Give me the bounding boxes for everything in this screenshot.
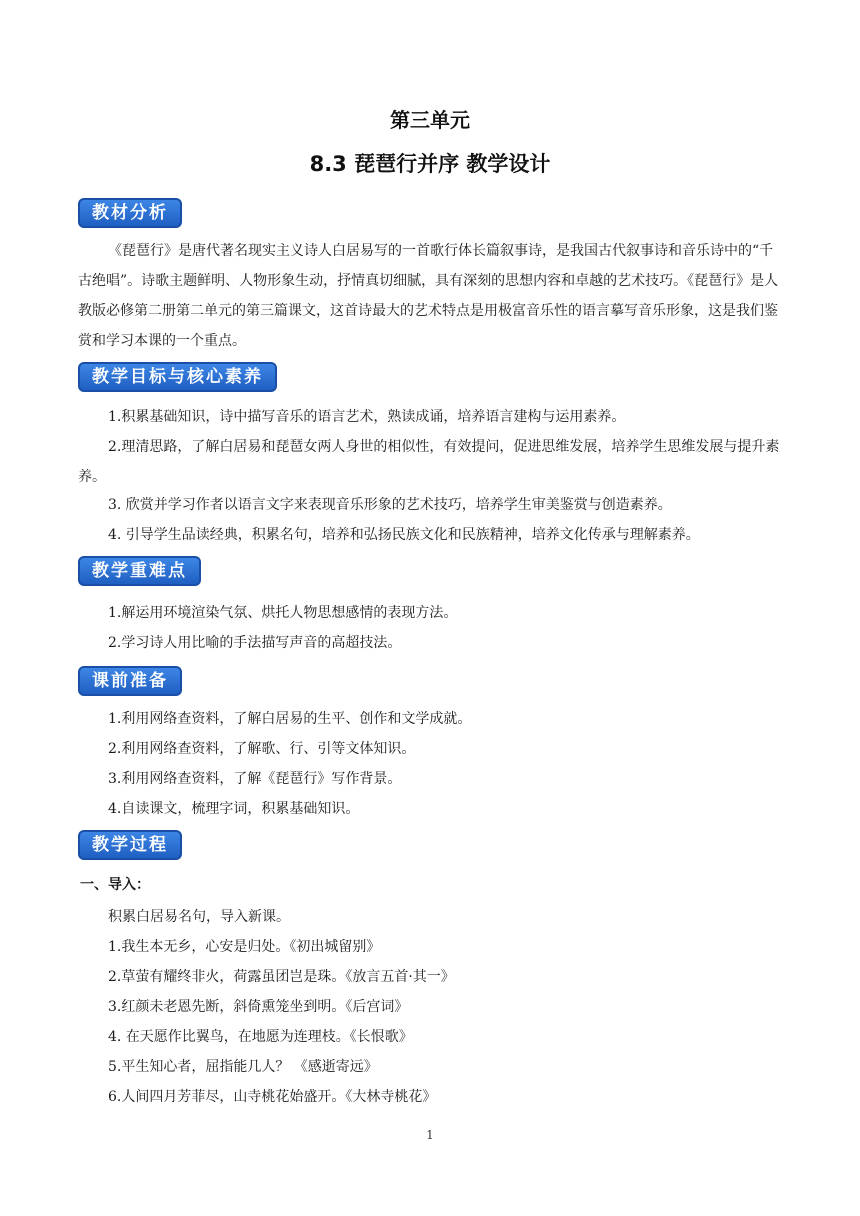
goal-item: 4. 引导学生品读经典，积累名句，培养和弘扬民族文化和民族精神，培养文化传承与理解素养。 bbox=[108, 527, 700, 543]
section-badge-goals: 教学目标与核心素养 bbox=[78, 362, 277, 392]
section-badge-difficulties: 教学重难点 bbox=[78, 556, 201, 586]
quote-item: 2.草萤有耀终非火，荷露虽团岂是珠。《放言五首·其一》 bbox=[108, 969, 455, 985]
section-badge-process: 教学过程 bbox=[78, 830, 182, 860]
quote-item: 4. 在天愿作比翼鸟，在地愿为连理枝。《长恨歌》 bbox=[108, 1029, 413, 1045]
quote-item: 6.人间四月芳菲尽，山寺桃花始盛开。《大林寺桃花》 bbox=[108, 1089, 437, 1105]
quote-item: 5.平生知心者，屈指能几人？ 《感逝寄远》 bbox=[108, 1059, 378, 1075]
process-sub-heading: 一、导入： bbox=[80, 877, 150, 893]
analysis-paragraph: 《琵琶行》是唐代著名现实主义诗人白居易写的一首歌行体长篇叙事诗，是我国古代叙事诗和音乐诗中的“千古绝唱”。诗歌主题鲜明、人物形象生动，抒情真切细腻，具有深刻的思想内容和卓越的艺术技巧。《琵琶行》是人教版必修第二册第二单元的第三篇课文，这首诗最大的艺术特点是用极富音乐性的语言摹写音乐形象，这是我们鉴赏和学习本课的一个重点。 bbox=[78, 243, 779, 349]
page-number: 1 bbox=[426, 1128, 434, 1142]
process-intro: 积累白居易名句，导入新课。 bbox=[108, 909, 290, 925]
difficulty-item: 2.学习诗人用比喻的手法描写声音的高超技法。 bbox=[108, 635, 402, 651]
quote-item: 3.红颜未老恩先断，斜倚熏笼坐到明。《后宫词》 bbox=[108, 999, 409, 1015]
goal-item: 2.理清思路，了解白居易和琵琶女两人身世的相似性，有效提问，促进思维发展，培养学生思维发展与提升素养。 bbox=[78, 439, 780, 485]
preparation-item: 1.利用网络查资料，了解白居易的生平、创作和文学成就。 bbox=[108, 711, 472, 727]
preparation-item: 2.利用网络查资料，了解歌、行、引等文体知识。 bbox=[108, 741, 416, 757]
preparation-item: 4.自读课文，梳理字词，积累基础知识。 bbox=[108, 801, 360, 817]
goal-item: 3. 欣赏并学习作者以语言文字来表现音乐形象的艺术技巧，培养学生审美鉴赏与创造素养。 bbox=[108, 497, 672, 513]
lesson-title: 8.3 琵琶行并序 教学设计 bbox=[309, 152, 551, 176]
difficulty-item: 1.解运用环境渲染气氛、烘托人物思想感情的表现方法。 bbox=[108, 605, 458, 621]
section-badge-preparation: 课前准备 bbox=[78, 666, 182, 696]
goal-item: 1.积累基础知识，诗中描写音乐的语言艺术，熟读成诵，培养语言建构与运用素养。 bbox=[108, 409, 626, 425]
quote-item: 1.我生本无乡，心安是归处。《初出城留别》 bbox=[108, 939, 381, 955]
preparation-item: 3.利用网络查资料，了解《琵琶行》写作背景。 bbox=[108, 771, 402, 787]
section-badge-analysis: 教材分析 bbox=[78, 198, 182, 228]
unit-title: 第三单元 bbox=[390, 108, 470, 132]
